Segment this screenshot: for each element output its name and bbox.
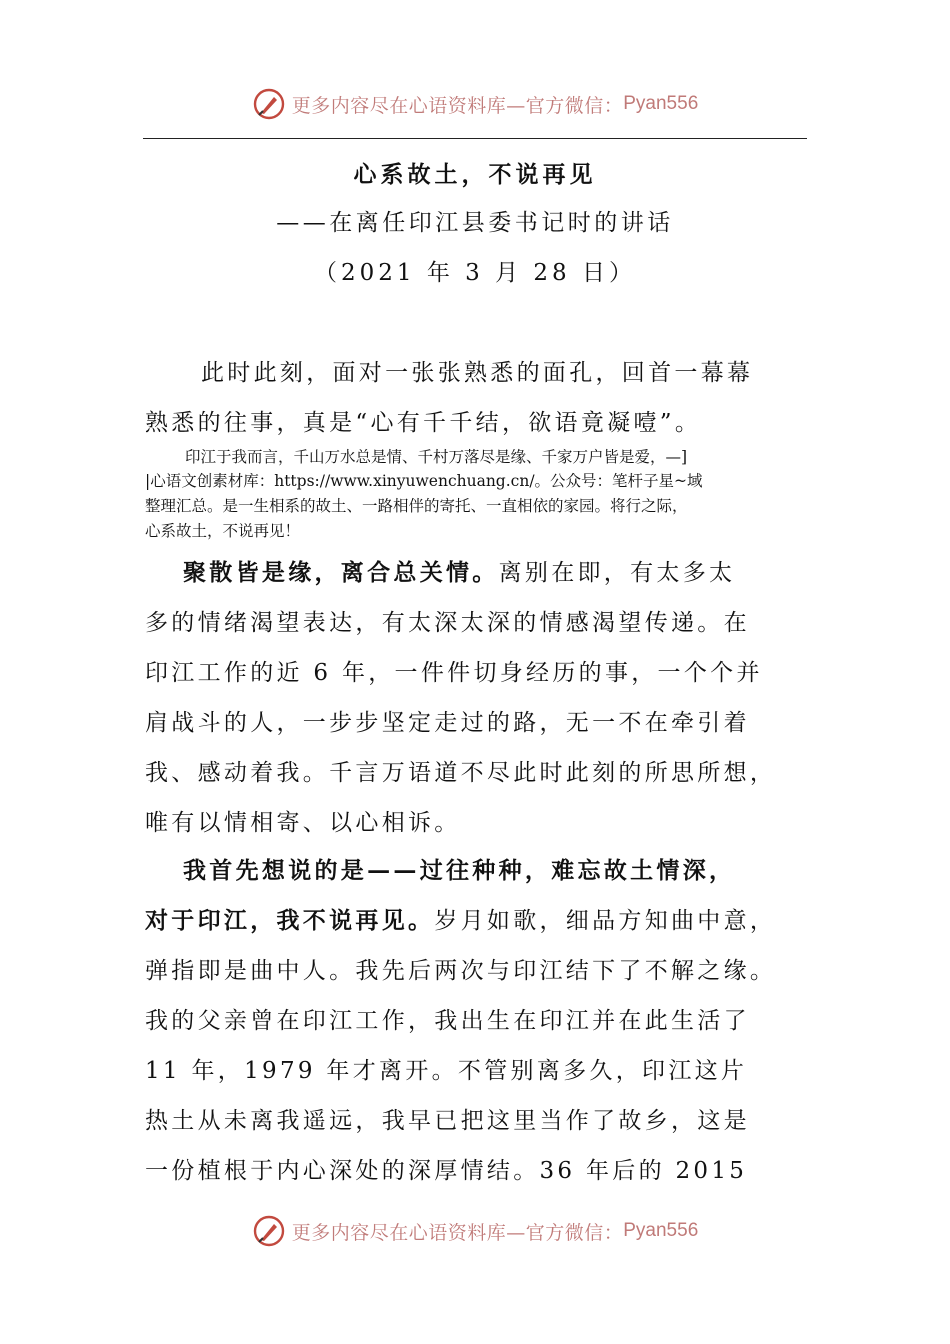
watermark-wechat-id: Pyan556	[623, 93, 699, 114]
paragraph-line: 一份植根于内心深处的深厚情结。36 年后的 2015	[145, 1158, 748, 1184]
paragraph-line: 我、感动着我。千言万语道不尽此时此刻的所思所想，	[145, 760, 777, 786]
paragraph-line: 肩战斗的人，一步步坚定走过的路，无一不在牵引着	[145, 710, 750, 736]
paragraph-line: 11 年，1979 年才离开。不管别离多久，印江这片	[145, 1058, 748, 1084]
paragraph-line	[183, 554, 735, 587]
quill-pen-logo-icon	[252, 1214, 286, 1248]
watermark-text: 更多内容尽在心语资料库—官方微信：	[291, 1221, 624, 1244]
paragraph-line: 印江工作的近 6 年，一件件切身经历的事，一个个并	[145, 660, 763, 686]
paragraph-line: 热土从未离我遥远，我早已把这里当作了故乡，这是	[145, 1108, 750, 1134]
note-line: 印江于我而言，千山万水总是情、千村万落尽是缘、千家万户皆是爱，—]	[185, 448, 688, 466]
paragraph-line: 弹指即是曲中人。我先后两次与印江结下了不解之缘。	[145, 958, 777, 984]
paragraph-lead: 聚散皆是缘，离合总关情。	[183, 559, 499, 586]
note-line: 整理汇总。是一生相系的故土、一路相伴的寄托、一直相依的家园。将行之际，	[145, 497, 688, 515]
header-watermark	[0, 84, 950, 124]
paragraph-text: 岁月如歌，细品方知曲中意，	[434, 908, 777, 934]
footer-watermark	[0, 1211, 950, 1251]
paragraph-lead: 对于印江，我不说再见。	[145, 907, 435, 934]
header-rule	[143, 138, 807, 139]
paragraph-line: 我的父亲曾在印江工作，我出生在印江并在此生活了	[145, 1008, 750, 1034]
paragraph-line: 此时此刻，面对一张张熟悉的面孔，回首一幕幕	[201, 360, 754, 386]
watermark-text: 更多内容尽在心语资料库—官方微信：	[291, 94, 624, 117]
document-title: 心系故土，不说再见	[353, 161, 597, 188]
watermark-wechat-id: Pyan556	[623, 1220, 699, 1241]
paragraph-line	[145, 902, 776, 935]
note-line: 心系故土，不说再见！	[145, 522, 301, 540]
paragraph-line: 多的情绪渴望表达，有太深太深的情感渴望传递。在	[145, 610, 750, 636]
document-subtitle: ——在离任印江县委书记时的讲话	[276, 210, 674, 236]
paragraph-line: 唯有以情相寄、以心相诉。	[145, 810, 461, 836]
paragraph-lead: 我首先想说的是——过往种种，难忘故土情深，	[183, 857, 736, 884]
quill-pen-logo-icon	[252, 87, 286, 121]
paragraph-line: 熟悉的往事，真是“心有千千结，欲语竟凝噎”。	[145, 410, 702, 436]
note-line: |心语文创素材库：https://www.xinyuwenchuang.cn/。公众号：笔杆子星~域	[145, 472, 703, 490]
document-date: （2021 年 3 月 28 日）	[314, 260, 636, 286]
paragraph-text: 离别在即，有太多太	[498, 560, 736, 586]
